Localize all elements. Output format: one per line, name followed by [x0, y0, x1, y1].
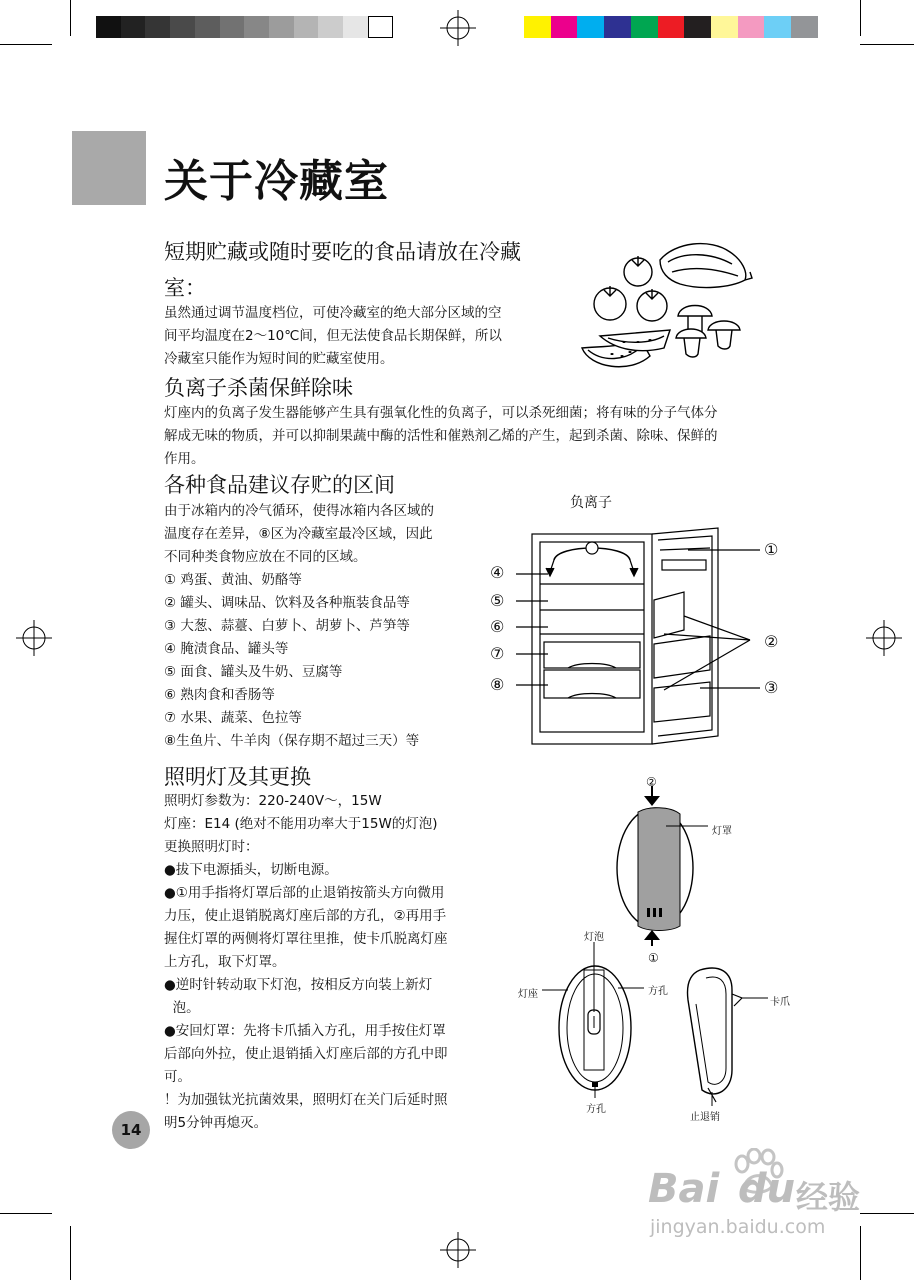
gray-swatch	[145, 16, 170, 38]
zone-item-7: ⑦ 水果、蔬菜、色拉等	[164, 710, 302, 726]
color-swatch	[524, 16, 551, 38]
food-illustration	[580, 238, 760, 378]
bulb-label: 灯泡	[584, 932, 604, 943]
color-swatch	[764, 16, 791, 38]
lamp-cover-diagram	[600, 778, 710, 958]
title-gray-block	[72, 131, 146, 205]
gray-swatch	[220, 16, 245, 38]
zone-callout-3: ③	[764, 678, 779, 697]
baidu-watermark	[648, 1148, 878, 1240]
watermark-brand: Bai	[648, 1166, 720, 1212]
zone-callout-4: ④	[490, 563, 505, 582]
zone-callout-6: ⑥	[490, 617, 505, 636]
registration-mark-right	[866, 620, 902, 656]
cover-label: 灯罩	[712, 826, 732, 837]
ion-label: 负离子	[570, 495, 612, 511]
square-hole-right-label: 方孔	[648, 986, 668, 997]
zone-item-3: ③ 大葱、蒜薹、白萝卜、胡萝卜、芦笋等	[164, 618, 410, 634]
color-swatch	[551, 16, 578, 38]
zone-item-2: ② 罐头、调味品、饮料及各种瓶装食品等	[164, 595, 410, 611]
registration-mark-top	[440, 10, 476, 46]
claw-label: 卡爪	[770, 997, 790, 1008]
page-title: 关于冷藏室	[164, 156, 389, 207]
gray-swatch	[170, 16, 195, 38]
zone-callout-8: ⑧	[490, 675, 505, 694]
color-swatch	[684, 16, 711, 38]
short-term-heading-line-1: 短期贮藏或随时要吃的食品请放在冷藏	[164, 240, 521, 264]
zone-item-4: ④ 腌渍食品、罐头等	[164, 641, 289, 657]
zones-heading: 各种食品建议存贮的区间	[164, 473, 395, 497]
gray-swatch	[294, 16, 319, 38]
zone-callout-1: ①	[764, 540, 779, 559]
ion-heading: 负离子杀菌保鲜除味	[164, 376, 353, 400]
color-swatch	[577, 16, 604, 38]
gray-swatch	[244, 16, 269, 38]
gray-swatch	[343, 16, 368, 38]
color-swatch	[711, 16, 738, 38]
base-label: 灯座	[518, 989, 538, 1000]
gray-swatch	[318, 16, 343, 38]
lamp-base-diagram	[540, 940, 650, 1100]
page-number-badge	[112, 1111, 150, 1149]
lamp-cover-side-diagram	[670, 960, 770, 1110]
lamp-body: 照明灯参数为：220-240V～，15W 灯座：E14 (绝对不能用功率大于15W的灯泡) 更换照明灯时： ●拔下电源插头，切断电源。 ●①用手指将灯罩后部的止退销按箭头方向微用 力压，使止退销脱离灯座后部的方孔，②再用手 握住灯罩的两侧将灯罩往里推，使卡爪脱离灯座 上方孔，取下灯罩。 ●逆时针转动取下灯泡，按相反方向装上新灯 泡。 ●安回灯罩：先将卡爪插入方孔，用手按住灯罩 后部向外拉，使止退销插入灯座后部的方孔中即 可。 ！为加强钛光抗菌效果，照明灯在关门后延时照 明5分钟再熄灭。	[164, 793, 448, 1131]
watermark-brand-cn: 经验	[796, 1178, 861, 1216]
zones-body: 由于冰箱内的冷气循环，使得冰箱内各区域的 温度存在差异，⑧区为冷藏室最冷区域，因此 不同种类食物应放在不同的区域。 ① 鸡蛋、黄油、奶酪等 ② 罐头、调味品、饮料及各种瓶装食品等 ③ 大葱、蒜薹、白萝卜、胡萝卜、芦笋等 ④ 腌渍食品、罐头等 ⑤ 面食、罐头及牛奶、豆腐等 ⑥ 熟肉食和香肠等 ⑦ 水果、蔬菜、色拉等 ⑧生鱼片、牛羊肉（保存期不超过三天）等	[164, 500, 434, 753]
registration-mark-left	[16, 620, 52, 656]
lamp-num-bottom: ①	[648, 951, 659, 965]
gray-swatch	[368, 16, 393, 38]
watermark-url: jingyan.baidu.com	[650, 1216, 826, 1238]
zone-callout-5: ⑤	[490, 591, 505, 610]
zone-callout-2: ②	[764, 632, 779, 651]
page-number: 14	[120, 1121, 142, 1139]
lamp-heading: 照明灯及其更换	[164, 765, 311, 789]
color-swatch	[738, 16, 765, 38]
color-swatch	[658, 16, 685, 38]
zone-item-1: ① 鸡蛋、黄油、奶酪等	[164, 572, 302, 588]
fridge-zone-diagram	[488, 520, 798, 750]
stop-pin-label: 止退销	[690, 1112, 720, 1123]
gray-swatch	[195, 16, 220, 38]
zone-callout-7: ⑦	[490, 644, 505, 663]
zone-item-6: ⑥ 熟肉食和香肠等	[164, 687, 275, 703]
color-swatch	[791, 16, 818, 38]
registration-mark-bottom	[440, 1232, 476, 1268]
short-term-heading-line-2: 室：	[164, 276, 206, 300]
lamp-num-top: ②	[646, 775, 657, 789]
zone-item-5: ⑤ 面食、罐头及牛奶、豆腐等	[164, 664, 343, 680]
watermark-brand-2: du	[738, 1166, 796, 1212]
gray-swatch	[96, 16, 121, 38]
color-swatch	[631, 16, 658, 38]
color-swatch	[604, 16, 631, 38]
short-term-body: 虽然通过调节温度档位，可使冷藏室的绝大部分区域的空 间平均温度在2～10℃间，但无法使食品长期保鲜，所以 冷藏室只能作为短时间的贮藏室使用。	[164, 305, 502, 367]
zone-item-8: ⑧生鱼片、牛羊肉（保存期不超过三天）等	[164, 733, 420, 749]
square-hole-bottom-label: 方孔	[586, 1104, 606, 1115]
ion-body: 灯座内的负离子发生器能够产生具有强氧化性的负离子，可以杀死细菌；将有味的分子气体分 解成无味的物质，并可以抑制果蔬中酶的活性和催熟剂乙烯的产生，起到杀菌、除味、保鲜的 作用。	[164, 405, 718, 467]
gray-swatch	[269, 16, 294, 38]
gray-swatch	[121, 16, 146, 38]
